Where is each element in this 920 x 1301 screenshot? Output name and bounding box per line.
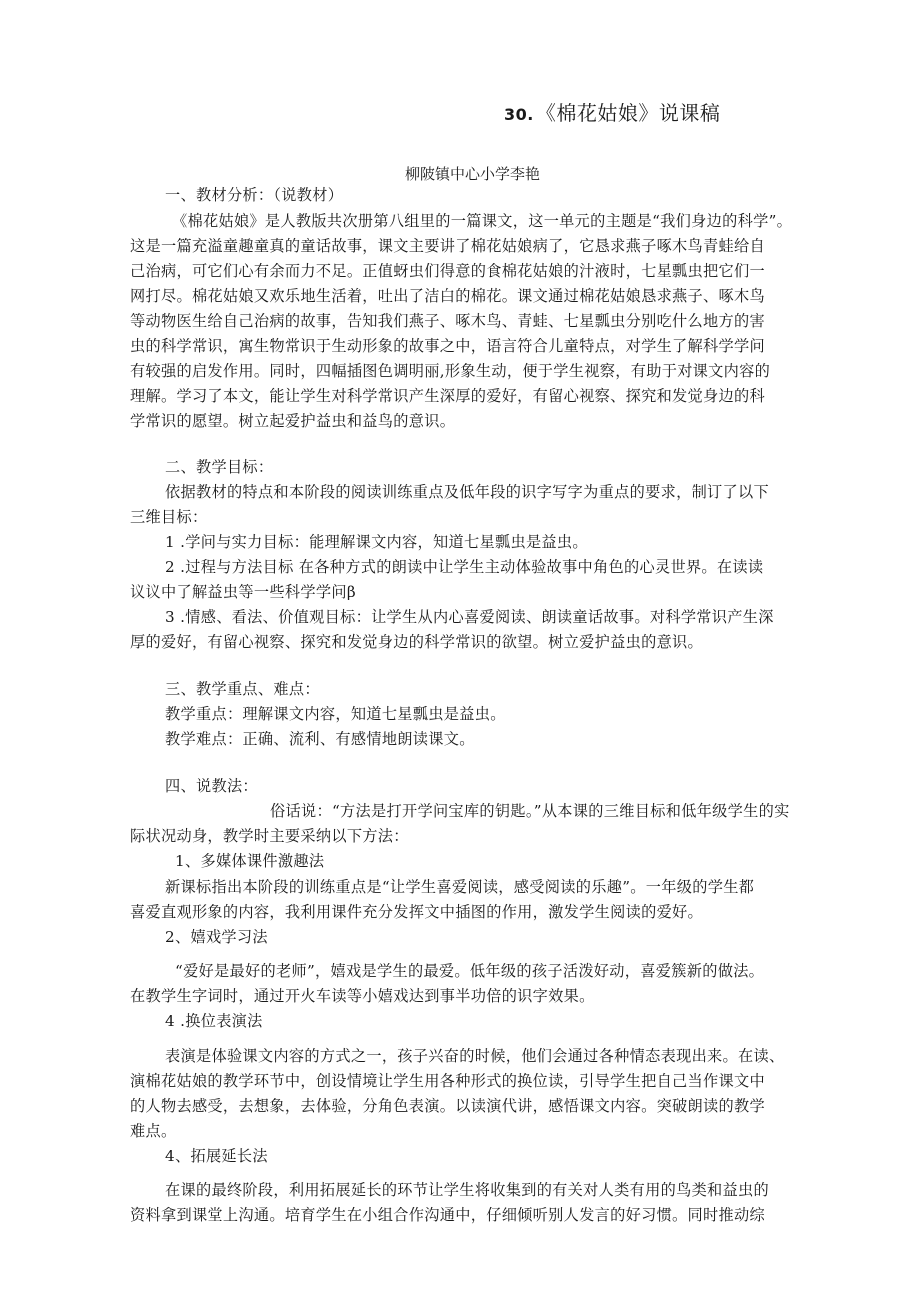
list-item: 2 .过程与方法目标 在各种方式的朗读中让学生主动体验故事中角色的心灵世界。在读读 bbox=[165, 558, 764, 576]
section-heading-1: 一、教材分析：（说教材） bbox=[165, 186, 344, 204]
subheading: 4 .换位表演法 bbox=[165, 1012, 263, 1030]
subheading: 2、嬉戏学习法 bbox=[165, 928, 268, 946]
paragraph-line: 有较强的启发作用。同时，四幅插图色调明丽,形象生动，便于学生视察，有助于对课文内容的 bbox=[130, 362, 771, 380]
paragraph-line: 等动物医生给自己治病的故事，告知我们燕子、啄木鸟、青蛙、七星瓢虫分别吃什么地方的害 bbox=[130, 312, 765, 330]
paragraph-line: 演棉花姑娘的教学环节中，创设情境让学生用各种形式的换位读，引导学生把自己当作课文中 bbox=[130, 1072, 765, 1090]
paragraph-line: 理解。学习了本文，能让学生对科学常识产生深厚的爱好，有留心视察、探究和发觉身边的科 bbox=[130, 387, 765, 405]
paragraph-line: 喜爱直观形象的内容，我利用课件充分发挥文中插图的作用，激发学生阅读的爱好。 bbox=[130, 903, 704, 921]
paragraph-line: 议议中了解益虫等一些科学学问β bbox=[130, 583, 356, 601]
section-heading-3: 三、教学重点、难点： bbox=[165, 680, 320, 698]
title-text: 《棉花姑娘》说课稿 bbox=[535, 101, 721, 125]
paragraph-line: 的人物去感受，去想象，去体验，分角色表演。以读演代讲，感悟课文内容。突破朗读的教学 bbox=[130, 1097, 765, 1115]
title-number: 30. bbox=[504, 105, 534, 124]
paragraph-line: 教学重点：理解课文内容，知道七星瓢虫是益虫。 bbox=[165, 705, 506, 723]
paragraph-line: 俗话说：“方法是打开学问宝库的钥匙。”从本课的三维目标和低年级学生的实 bbox=[270, 802, 790, 820]
subheading: 4、拓展延长法 bbox=[165, 1147, 268, 1165]
paragraph-line: 学常识的愿望。树立起爱护益虫和益鸟的意识。 bbox=[130, 412, 456, 430]
paragraph-line: 这是一篇充溢童趣童真的童话故事，课文主要讲了棉花姑娘病了，它恳求燕子啄木鸟青蛙给自 bbox=[130, 237, 765, 255]
paragraph-line: 新课标指出本阶段的训练重点是“让学生喜爱阅读，感受阅读的乐趣”。一年级的学生都 bbox=[165, 878, 755, 896]
section-heading-2: 二、教学目标： bbox=[165, 458, 274, 476]
section-heading-4: 四、说教法： bbox=[165, 777, 258, 795]
paragraph-line: 三维目标： bbox=[130, 508, 208, 526]
paragraph-line: 际状况动身，教学时主要采纳以下方法： bbox=[130, 827, 409, 845]
paragraph-line: 资料拿到课堂上沟通。培育学生在小组合作沟通中，仔细倾听别人发言的好习惯。同时推动综 bbox=[130, 1206, 765, 1224]
paragraph-line: 《棉花姑娘》是人教版共次册第八组里的一篇课文，这一单元的主题是“我们身边的科学”。 bbox=[172, 212, 793, 230]
subheading: 1、多媒体课件激趣法 bbox=[175, 852, 325, 870]
paragraph-line: “爱好是最好的老师”，嬉戏是学生的最爱。低年级的孩子活泼好动，喜爱簇新的做法。 bbox=[175, 962, 765, 980]
paragraph-line: 难点。 bbox=[130, 1122, 177, 1140]
paragraph-line: 己治病，可它们心有余而力不足。正值蚜虫们得意的食棉花姑娘的汁液时，七星瓢虫把它们一 bbox=[130, 262, 765, 280]
author-line: 柳陂镇中心小学李艳 bbox=[405, 165, 541, 183]
list-item: 3 .情感、看法、价值观目标：让学生从内心喜爱阅读、朗读童话故事。对科学常识产生深 bbox=[165, 608, 774, 626]
paragraph-line: 教学难点：正确、流利、有感情地朗读课文。 bbox=[165, 730, 475, 748]
paragraph-line: 表演是体验课文内容的方式之一，孩子兴奋的时候，他们会通过各种情态表现出来。在读、 bbox=[165, 1047, 785, 1065]
list-item: 1 .学问与实力目标：能理解课文内容，知道七星瓢虫是益虫。 bbox=[165, 533, 588, 551]
paragraph-line: 依据教材的特点和本阶段的阅读训练重点及低年段的识字写字为重点的要求，制订了以下 bbox=[165, 483, 770, 501]
page-title bbox=[504, 97, 720, 126]
paragraph-line: 网打尽。棉花姑娘又欢乐地生活着，吐出了洁白的棉花。课文通过棉花姑娘恳求燕子、啄木鸟 bbox=[130, 287, 765, 305]
paragraph-line: 虫的科学常识，寓生物常识于生动形象的故事之中，语言符合儿童特点，对学生了解科学学问 bbox=[130, 337, 765, 355]
paragraph-line: 在教学生字词时，通过开火车读等小嬉戏达到事半功倍的识字效果。 bbox=[130, 987, 595, 1005]
paragraph-line: 厚的爱好，有留心视察、探究和发觉身边的科学常识的欲望。树立爱护益虫的意识。 bbox=[130, 633, 704, 651]
paragraph-line: 在课的最终阶段，利用拓展延长的环节让学生将收集到的有关对人类有用的鸟类和益虫的 bbox=[165, 1181, 770, 1199]
